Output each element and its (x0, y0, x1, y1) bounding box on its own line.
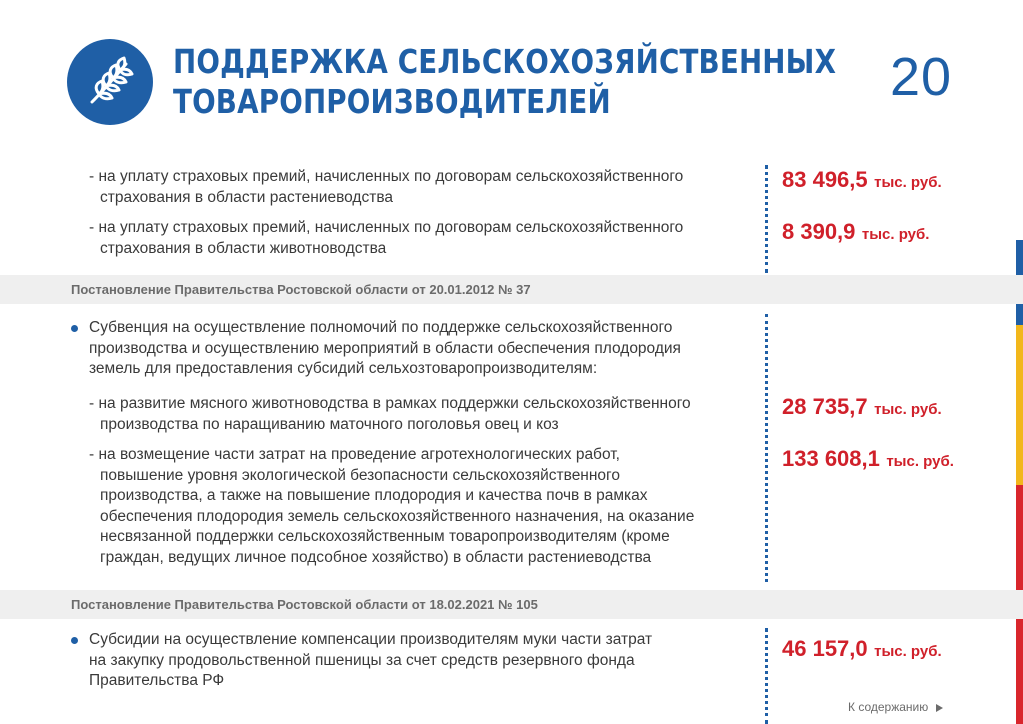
list-item-text: несвязанной поддержки сельскохозяйственным товаропроизводителям (кроме (100, 528, 670, 545)
regulation-reference: Постановление Правительства Ростовской области от 18.02.2021 № 105 (71, 597, 538, 612)
bullet-icon (71, 325, 78, 332)
bullet-paragraph (89, 630, 652, 692)
list-item-text: - на уплату страховых премий, начисленных по договорам сельскохозяйственного (89, 168, 684, 185)
amount-unit: тыс. руб. (874, 643, 942, 660)
page-title-line1: ПОДДЕРЖКА СЕЛЬСКОХОЗЯЙСТВЕННЫХ (173, 42, 837, 81)
amount-value (782, 394, 942, 420)
section-emblem (67, 39, 153, 125)
list-item-text: производства по наращиванию маточного поголовья овец и коз (100, 415, 559, 433)
list-item-text: - на возмещение части затрат на проведение агротехнологических работ, (89, 446, 620, 463)
list-item-text: - на уплату страховых премий, начисленных по договорам сельскохозяйственного (89, 219, 684, 236)
regulation-band (0, 275, 1023, 304)
list-item (89, 445, 694, 568)
page-number: 20 (890, 47, 953, 107)
wheat-icon (80, 52, 140, 112)
amount-number: 46 157,0 (782, 636, 868, 661)
amount-value (782, 446, 954, 472)
page-title-line2: ТОВАРОПРОИЗВОДИТЕЛЕЙ (173, 82, 611, 121)
paragraph-line: Правительства РФ (89, 672, 225, 689)
table-of-contents-link[interactable] (848, 700, 943, 714)
list-item (89, 167, 683, 208)
page-title (173, 42, 837, 122)
arrow-right-icon (936, 704, 943, 712)
amount-unit: тыс. руб. (874, 174, 942, 191)
column-divider (765, 314, 768, 582)
amount-unit: тыс. руб. (861, 226, 930, 243)
amount-number: 28 735,7 (782, 394, 868, 419)
regulation-reference: Постановление Правительства Ростовской области от 20.01.2012 № 37 (71, 282, 531, 297)
amount-value (782, 167, 942, 193)
list-item-text: страхования в области растениеводства (100, 188, 393, 206)
amount-number: 83 496,5 (782, 167, 868, 192)
list-item (89, 394, 691, 435)
paragraph-line: земель для предоставления субсидий сельхозтоваропроизводителям: (89, 360, 598, 377)
amount-value (782, 219, 929, 245)
bullet-paragraph (89, 318, 681, 380)
list-item-text: граждан, ведущих личное подсобное хозяйство) в области растениеводства (100, 548, 652, 566)
paragraph-line: Субсидии на осуществление компенсации производителям муки части затрат (89, 631, 653, 648)
column-divider (765, 628, 768, 724)
list-item-text: страхования в области животноводства (100, 239, 387, 257)
paragraph-line: на закупку продовольственной пшеницы за счет средств резервного фонда (89, 651, 635, 669)
list-item (89, 218, 683, 259)
list-item-text: повышение уровня экологической безопасности сельскохозяйственного (100, 466, 620, 484)
column-divider (765, 165, 768, 273)
list-item-text: - на развитие мясного животноводства в рамках поддержки сельскохозяйственного (89, 395, 691, 412)
amount-number: 133 608,1 (782, 446, 880, 471)
paragraph-line: производства и осуществлению мероприятий в области обеспечения плодородия (89, 339, 681, 357)
list-item-text: производства, а также на повышение плодородия и качества почв в рамках (100, 487, 648, 504)
regulation-band (0, 590, 1023, 619)
amount-unit: тыс. руб. (874, 401, 942, 418)
list-item-text: обеспечения плодородия земель сельскохозяйственного назначения, на оказание (100, 507, 695, 525)
amount-number: 8 390,9 (782, 219, 856, 244)
toc-link-label: К содержанию (848, 700, 929, 714)
amount-value (782, 636, 942, 662)
amount-unit: тыс. руб. (886, 453, 954, 470)
bullet-icon (71, 637, 78, 644)
paragraph-line: Субвенция на осуществление полномочий по поддержке сельскохозяйственного (89, 319, 673, 336)
side-strip-yellow (1016, 325, 1023, 485)
